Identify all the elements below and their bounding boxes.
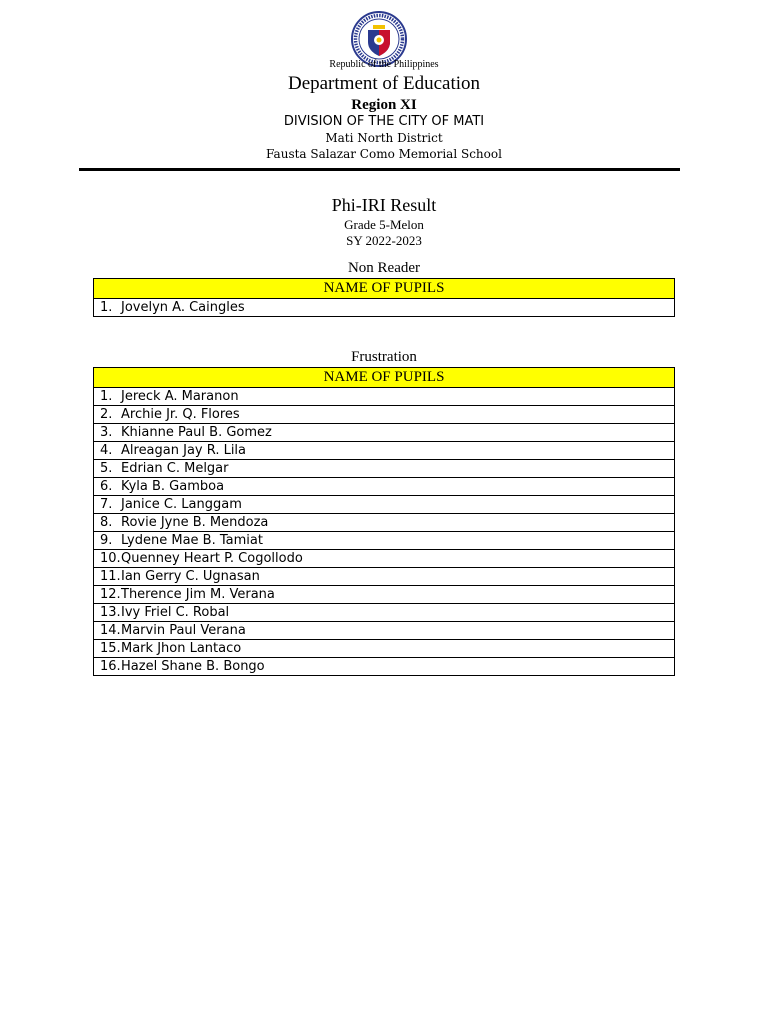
- row-number: 16.: [100, 658, 121, 674]
- table-row: [94, 532, 675, 550]
- pupil-name: Marvin Paul Verana: [121, 622, 246, 638]
- header-divider: [79, 168, 680, 171]
- table-row: [94, 550, 675, 568]
- pupil-name: Quenney Heart P. Cogollodo: [121, 550, 303, 566]
- department-title: Department of Education: [287, 73, 481, 94]
- table-row: [94, 442, 675, 460]
- pupil-cell: [94, 586, 675, 604]
- pupil-name: Kyla B. Gamboa: [121, 478, 225, 494]
- pupil-name: Ivy Friel C. Robal: [121, 604, 230, 620]
- table-row: [94, 640, 675, 658]
- school-label: Fausta Salazar Como Memorial School: [266, 147, 502, 161]
- frustration-title: Frustration: [351, 349, 417, 365]
- pupil-name: Janice C. Langgam: [121, 496, 242, 512]
- row-number: 11.: [100, 568, 121, 584]
- non-reader-title: Non Reader: [347, 260, 421, 276]
- row-number: 10.: [100, 550, 121, 566]
- table-header-row: [94, 368, 675, 388]
- row-number: 12.: [100, 586, 121, 602]
- pupil-cell: [94, 514, 675, 532]
- pupil-name: Therence Jim M. Verana: [121, 586, 275, 602]
- pupil-cell: [94, 640, 675, 658]
- row-number: 9.: [100, 532, 113, 548]
- column-header: NAME OF PUPILS: [94, 279, 675, 299]
- pupil-name: Jereck A. Maranon: [121, 388, 239, 404]
- row-number: 1.: [100, 299, 113, 315]
- pupil-name: Archie Jr. Q. Flores: [121, 406, 240, 422]
- table-row: [94, 388, 675, 406]
- table-row: [94, 406, 675, 424]
- row-number: 3.: [100, 424, 113, 440]
- pupil-cell: [94, 658, 675, 676]
- pupil-cell: [94, 604, 675, 622]
- non-reader-table: [93, 278, 675, 317]
- pupil-cell: [94, 442, 675, 460]
- pupil-cell: [94, 496, 675, 514]
- district-label: Mati North District: [325, 131, 443, 145]
- school-year-label: SY 2022-2023: [346, 233, 422, 248]
- row-number: 4.: [100, 442, 113, 458]
- pupil-name: Khianne Paul B. Gomez: [121, 424, 272, 440]
- table-row: [94, 299, 675, 317]
- pupil-name: Rovie Jyne B. Mendoza: [121, 514, 269, 530]
- pupil-name: Hazel Shane B. Bongo: [121, 658, 265, 674]
- grade-label: Grade 5-Melon: [344, 217, 424, 232]
- table-row: [94, 658, 675, 676]
- row-number: 15.: [100, 640, 121, 656]
- table-header-row: [94, 279, 675, 299]
- republic-label: Republic of the Philippines: [329, 59, 439, 70]
- division-label: DIVISION OF THE CITY OF MATI: [283, 114, 485, 129]
- pupil-cell: [94, 299, 675, 317]
- pupil-name: Ian Gerry C. Ugnasan: [121, 568, 260, 584]
- pupil-name: Mark Jhon Lantaco: [121, 640, 242, 656]
- pupil-cell: [94, 406, 675, 424]
- table-row: [94, 622, 675, 640]
- pupil-cell: [94, 478, 675, 496]
- table-row: [94, 586, 675, 604]
- pupil-name: Lydene Mae B. Tamiat: [121, 532, 263, 548]
- pupil-name: Jovelyn A. Caingles: [121, 299, 245, 315]
- pupil-cell: [94, 532, 675, 550]
- pupil-cell: [94, 550, 675, 568]
- pupil-cell: [94, 424, 675, 442]
- table-row: [94, 460, 675, 478]
- pupil-cell: [94, 568, 675, 586]
- column-header: NAME OF PUPILS: [94, 368, 675, 388]
- pupil-name: Edrian C. Melgar: [121, 460, 229, 476]
- table-row: [94, 496, 675, 514]
- table-row: [94, 478, 675, 496]
- pupil-cell: [94, 622, 675, 640]
- pupil-name: Alreagan Jay R. Lila: [121, 442, 247, 458]
- region-label: Region XI: [351, 97, 417, 113]
- frustration-table: [93, 367, 675, 676]
- table-row: [94, 424, 675, 442]
- table-row: [94, 514, 675, 532]
- row-number: 6.: [100, 478, 113, 494]
- pupil-cell: [94, 460, 675, 478]
- row-number: 13.: [100, 604, 121, 620]
- pupil-cell: [94, 388, 675, 406]
- table-row: [94, 604, 675, 622]
- row-number: 1.: [100, 388, 113, 404]
- row-number: 14.: [100, 622, 121, 638]
- report-title: Phi-IRI Result: [331, 195, 437, 215]
- row-number: 8.: [100, 514, 113, 530]
- table-row: [94, 568, 675, 586]
- row-number: 7.: [100, 496, 113, 512]
- row-number: 2.: [100, 406, 113, 422]
- row-number: 5.: [100, 460, 113, 476]
